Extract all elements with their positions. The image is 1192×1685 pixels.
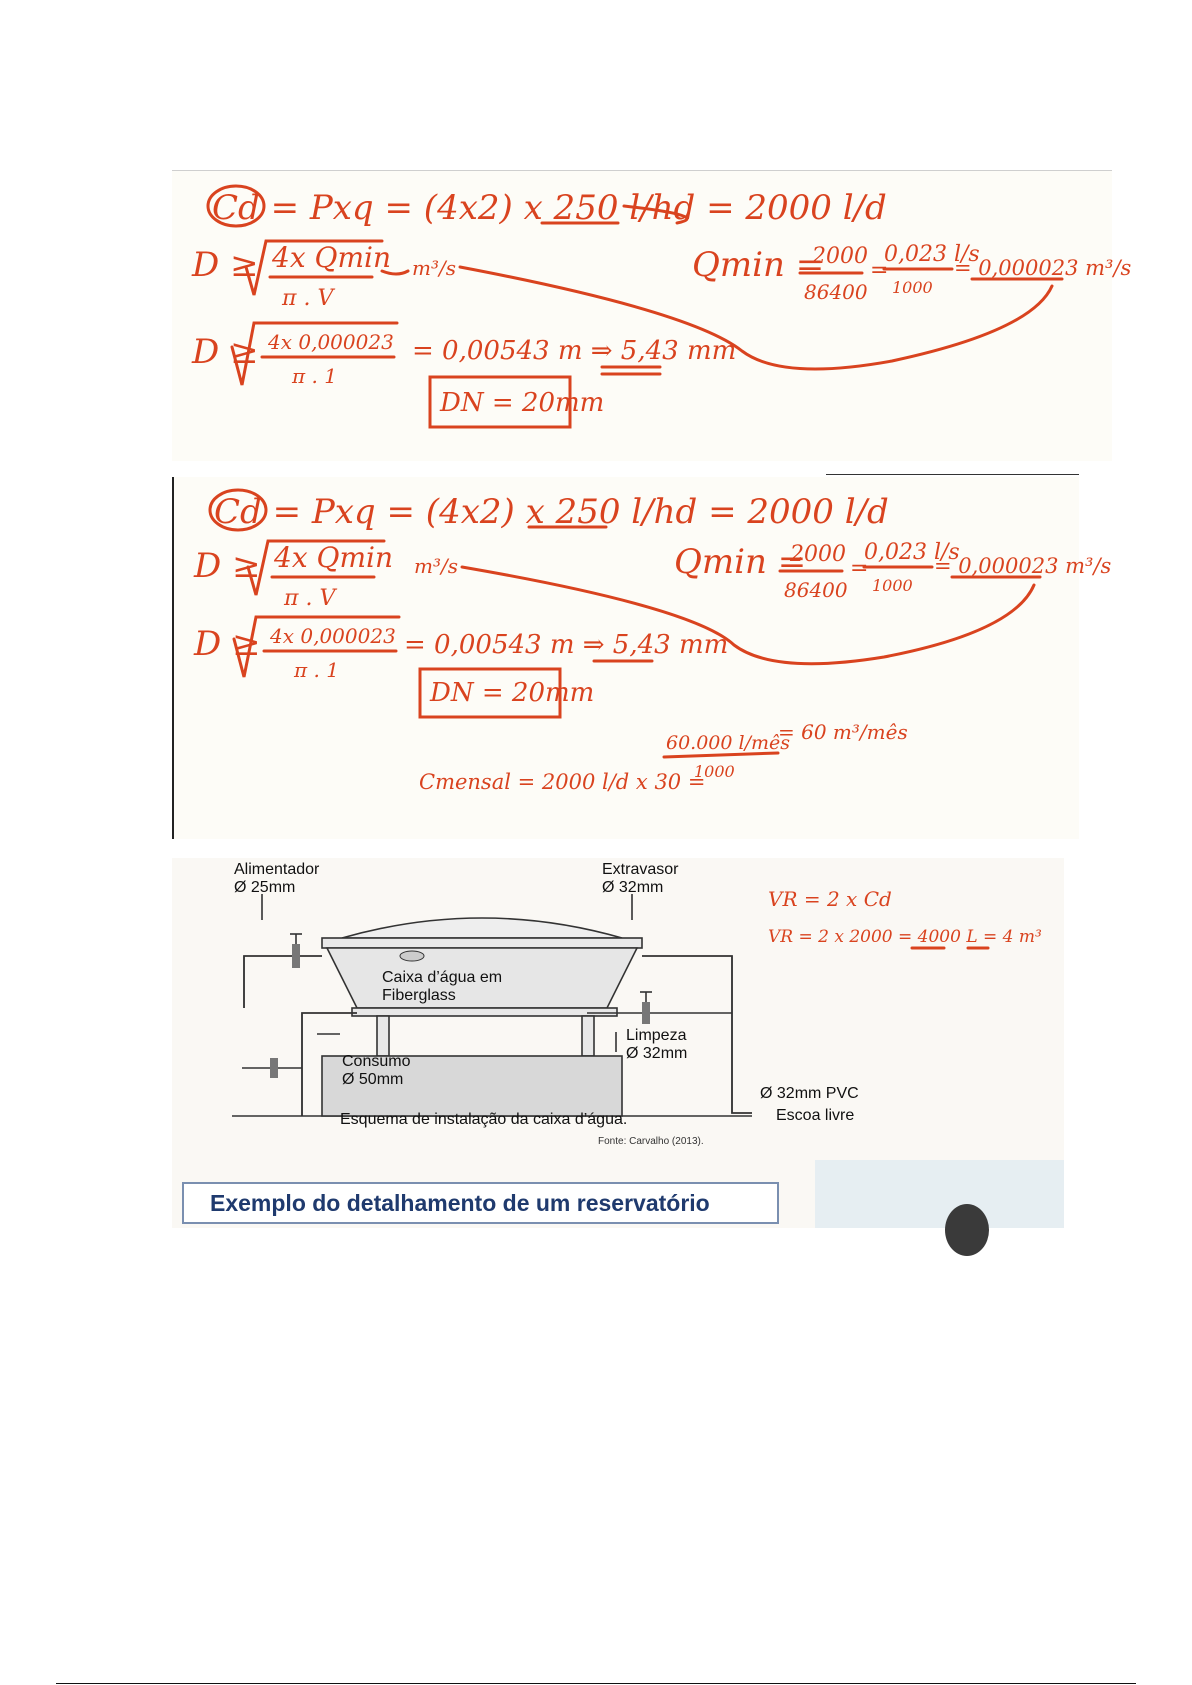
- qmin-result: = 0,000023 m³/s: [954, 256, 1132, 280]
- qmin-num: 2000: [790, 542, 846, 567]
- arrow-to-unit: [382, 271, 408, 274]
- alimentador-label: Alimentador: [234, 861, 320, 878]
- d-ge: D ≥: [192, 245, 259, 285]
- limpeza-label: Limpeza: [626, 1027, 687, 1044]
- inlet-pipe: [244, 956, 322, 1008]
- alimentador-dim: Ø 25mm: [234, 879, 296, 896]
- d2-result: = 0,00543 m ⇒ 5,43 mm: [412, 336, 737, 366]
- d2-num: 4x 0,000023: [268, 330, 394, 354]
- cmensal-den: 1000: [694, 762, 735, 781]
- qmin-label: Qmin =: [674, 542, 807, 582]
- dn-text: DN = 20mm: [440, 388, 605, 418]
- qmin-label: Qmin =: [692, 245, 825, 285]
- d-unit: m³/s: [412, 256, 456, 280]
- qmin-eq: =: [850, 556, 869, 581]
- d-num: 4x Qmin: [274, 541, 393, 574]
- qmin-result: = 0,000023 m³/s: [934, 554, 1112, 578]
- tank-label-2: Fiberglass: [382, 987, 456, 1004]
- qmin-val-num: 0,023 l/s: [864, 540, 960, 565]
- calc-svg-1: [172, 171, 1132, 461]
- qmin-val-num: 0,023 l/s: [884, 242, 980, 267]
- limpeza-dim: Ø 32mm: [626, 1045, 688, 1062]
- cmensal-result: = 60 m³/mês: [778, 720, 908, 744]
- d2-ge: D ≥: [194, 624, 261, 664]
- handwritten-calc-panel-2: [172, 477, 1112, 839]
- d-den: π . V: [284, 586, 336, 611]
- cleaning-valve: [642, 1002, 650, 1024]
- qmin-den: 86400: [804, 280, 868, 304]
- d2-den: π . 1: [292, 364, 337, 388]
- extravasor-label: Extravasor: [602, 861, 679, 878]
- escoa-label: Escoa livre: [776, 1107, 855, 1124]
- cmensal-line: Cmensal = 2000 l/d x 30 =: [419, 770, 706, 794]
- d2-num: 4x 0,000023: [270, 624, 396, 648]
- tank-support-left: [377, 1016, 389, 1056]
- calc-svg-2: [174, 477, 1112, 839]
- consumption-valve: [270, 1058, 278, 1078]
- cd-line: Cd = Pxq = (4x2) x 250 l/hd = 2000 l/d: [214, 492, 889, 532]
- d-den: π . V: [282, 286, 334, 311]
- qmin-val-den: 1000: [872, 576, 913, 595]
- qmin-val-den: 1000: [892, 278, 933, 297]
- presenter-video-thumbnail: [815, 1160, 1064, 1228]
- handwritten-calc-panel-1: [172, 170, 1132, 461]
- tank-label-1: Caixa d’água em: [382, 969, 503, 986]
- fonte-caption: Fonte: Carvalho (2013).: [598, 1136, 704, 1147]
- esquema-caption: Esquema de instalação da caixa d’água.: [340, 1111, 628, 1128]
- d-unit: m³/s: [414, 554, 458, 578]
- cmensal-num: 60.000 l/mês: [666, 732, 791, 754]
- tank-base: [352, 1008, 617, 1016]
- qmin-den: 86400: [784, 578, 848, 602]
- qmin-eq: =: [870, 258, 889, 283]
- page-bottom-rule: [56, 1683, 1136, 1684]
- cd-line: Cd = Pxq = (4x2) x 250 l/hd = 2000 l/d: [212, 188, 887, 228]
- tank-support-right: [582, 1016, 594, 1056]
- qmin-num: 2000: [812, 244, 868, 269]
- d-num: 4x Qmin: [272, 241, 391, 274]
- inlet-valve: [292, 944, 300, 968]
- extravasor-dim: Ø 32mm: [602, 879, 664, 896]
- vr-line-1: VR = 2 x Cd: [768, 887, 892, 911]
- float-valve: [400, 951, 424, 961]
- tank-rim: [322, 938, 642, 948]
- d2-ge: D ≥: [192, 332, 259, 372]
- inlet-pipe-edge: [244, 956, 322, 1008]
- slide-caption: Exemplo do detalhamento de um reservatório: [182, 1182, 779, 1224]
- tank-lid: [342, 918, 622, 938]
- panel-2-top-rule: [826, 474, 1079, 475]
- d2-den: π . 1: [294, 658, 339, 682]
- d2-result: = 0,00543 m ⇒ 5,43 mm: [404, 630, 729, 660]
- dn-text: DN = 20mm: [430, 678, 595, 708]
- pvc-label: Ø 32mm PVC: [760, 1085, 859, 1102]
- vr-line-2: VR = 2 x 2000 = 4000 L = 4 m³: [768, 927, 1042, 947]
- d-ge: D ≥: [194, 546, 261, 586]
- consumo-dim: Ø 50mm: [342, 1071, 404, 1088]
- presenter-silhouette: [815, 1160, 1064, 1228]
- consumo-label: Consumo: [342, 1053, 411, 1070]
